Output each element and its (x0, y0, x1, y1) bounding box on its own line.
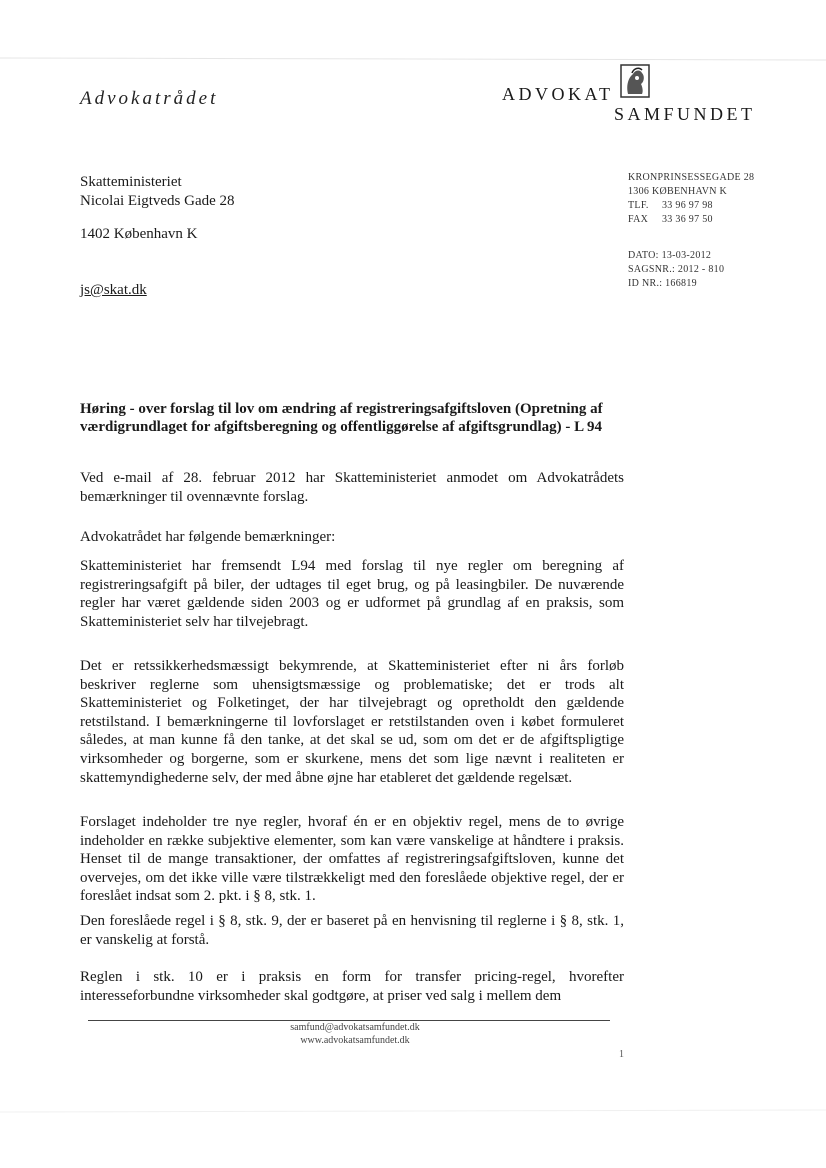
body-paragraph: Reglen i stk. 10 er i praksis en form for transfer pricing-regel, hvorefter interesseforbundne virksomheder skal godtgøre, at priser ved salg i mellem dem (80, 969, 624, 1004)
recipient-city: 1402 København K (80, 226, 198, 242)
helmet-figure-icon (620, 64, 650, 98)
sender-org-name: Advokatrådet (80, 88, 219, 109)
letter-meta-block (628, 249, 724, 291)
page-number: 1 (619, 1049, 624, 1060)
body-paragraph: Forslaget indeholder tre nye regler, hvoraf én er en objektiv regel, mens de to øvrige indeholder en række subjektive elementer, som kan være vanskelige at håndtere i praksis. Henset til de mange transaktioner, der omfattes af registreringsafgiftsloven, kunne det overvejes, om det ikke ville være tilstrækkeligt med den foreslåede objektive regel, der er foreslået indsat som 2. pkt. i § 8, stk. 1. (80, 814, 624, 905)
recipient-email-link[interactable]: js@skat.dk (80, 282, 147, 298)
phone-number: 33 96 97 98 (662, 200, 713, 211)
body-paragraph: Den foreslåede regel i § 8, stk. 9, der er baseret på en henvisning til reglerne i § 8, stk. 1, er vanskelig at forstå. (80, 913, 624, 948)
case-number: SAGSNR.: 2012 - 810 (628, 264, 725, 275)
footer-email-link[interactable]: samfund@advokatsamfundet.dk (290, 1022, 420, 1033)
recipient-address (80, 173, 235, 211)
letter-subject: Høring - over forslag til lov om ændring af registreringsafgiftsloven (Opretning af værdigrundlaget for afgiftsberegning og offentliggørelse af afgiftsgrundlag) - L 94 (80, 401, 603, 435)
contact-fax-row (628, 213, 754, 227)
fax-number: 33 36 97 50 (662, 214, 713, 225)
body-paragraph: Det er retssikkerhedsmæssigt bekymrende, at Skatteministeriet efter ni års forløb beskriver reglerne som uhensigtsmæssige og problematiske; det er trods alt Skatteministeriet og Folketinget, der har tilvejebragt og opretholdt den gældende retstilstand. I bemærkningerne til lovforslaget er retstilstanden oven i købet formuleret således, at man kunne få den tanke, at det skal se ud, som om det er de afgiftspligtige virksomheder og borgerne, som er skurkene, mens det som lige nævnt i realiteten er skattemyndighederne selv, der med åbne øjne har etableret det gældende regelsæt. (80, 658, 624, 786)
body-paragraph: Skatteministeriet har fremsendt L94 med forslag til nye regler om beregning af registreringsafgift på biler, der udtages til eget brug, og på leasingbiler. De nuværende regler har været gældende siden 2003 og er udformet på grundlag af en praksis, som Skatteministeriet selv har tilvejebragt. (80, 558, 624, 630)
recipient-name: Skatteministeriet (80, 174, 182, 190)
footer-divider (88, 1020, 610, 1021)
contact-phone-row (628, 199, 754, 213)
contact-street: KRONPRINSESSEGADE 28 (628, 172, 755, 183)
recipient-street: Nicolai Eigtveds Gade 28 (80, 193, 235, 209)
body-paragraph: Ved e-mail af 28. februar 2012 har Skatteministeriet anmodet om Advokatrådets bemærkninger til ovennævnte forslag. (80, 470, 624, 505)
sender-contact-block (628, 171, 754, 227)
logo-word-advokat: ADVOKAT (502, 84, 614, 104)
contact-city: 1306 KØBENHAVN K (628, 186, 728, 197)
fax-label: FAX (628, 214, 649, 225)
logo-word-samfundet: SAMFUNDET (614, 104, 756, 124)
phone-label: TLF. (628, 200, 649, 211)
advokatsamfundet-logo (502, 64, 762, 124)
id-number: ID NR.: 166819 (628, 278, 697, 289)
footer-website-link[interactable]: www.advokatsamfundet.dk (300, 1035, 410, 1046)
letter-date: DATO: 13-03-2012 (628, 250, 712, 261)
body-paragraph: Advokatrådet har følgende bemærkninger: (80, 529, 336, 545)
